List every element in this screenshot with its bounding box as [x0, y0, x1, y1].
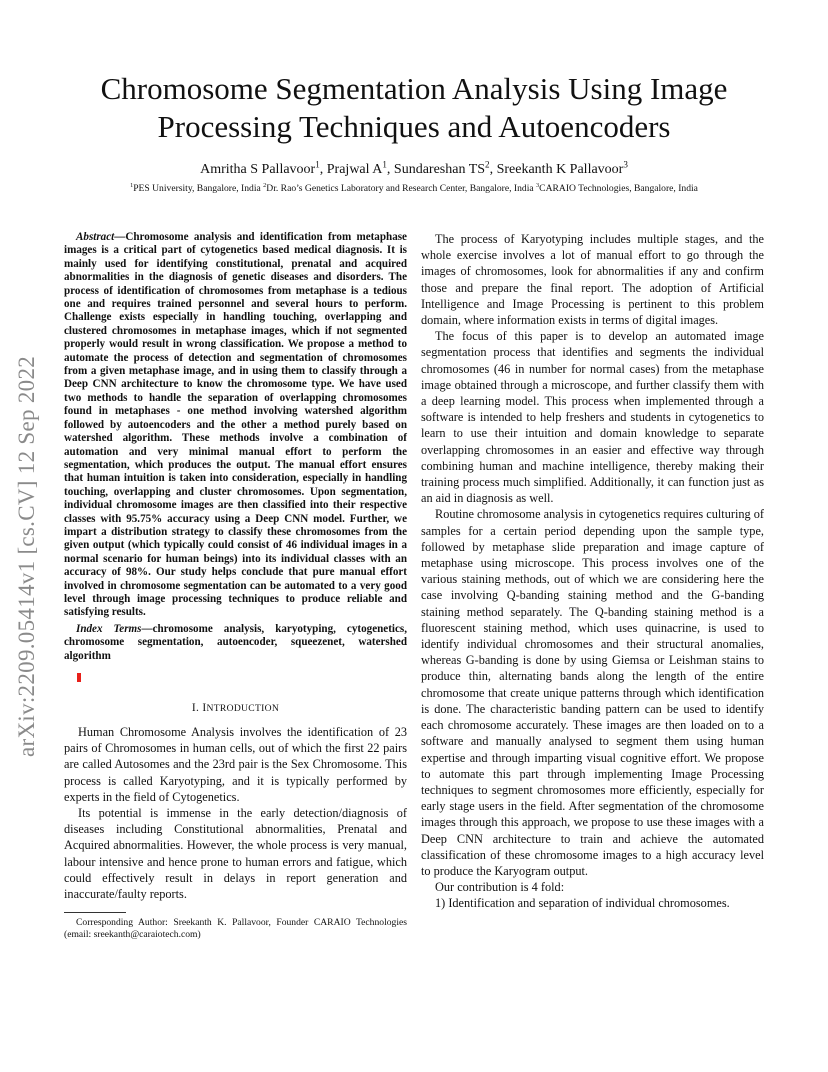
title-line-1: Chromosome Segmentation Analysis Using Image [100, 71, 728, 106]
body-paragraph: Our contribution is 4 fold: [435, 880, 565, 895]
left-column [64, 231, 407, 941]
abstract-dash: — [114, 231, 126, 243]
index-terms-dash: — [141, 622, 153, 635]
affiliation-text: PES University, Bangalore, India [133, 183, 261, 194]
right-column [421, 231, 764, 912]
affiliations [40, 183, 788, 194]
affil-mark: 1 [130, 181, 134, 189]
body-paragraph: Routine chromosome analysis in cytogenetics requires culturing of samples for a certain period depending upon the sample type, followed by metaphase slide preparation and image capture of metaphase using microscope. This process involves one of the various staining methods, out of which we are considering here the case involving Q-banding staining method and the G-banding staining method separately. The Q-banding staining method is a fluorescent staining method, which uses quinacrine, is used to identify individual chromosomes and their structural anomalies, whereas G-banding is done by using Giemsa or Leishman stains to produce thin, alternating bands along the length of the entire chromosome that create unique patterns through which identification is done. The characteristic banding pattern can be used to identify each chromosome accurately. These images are then loaded on to a software and manually analysed to segment them using human expertise and through imparting visual cognitive effort. We propose to automate this part through implementing Image Processing techniques to segment chromosomes more efficiently, especially for early stage users in the field. After segmentation of the chromosome images through this approach, we propose to use these images with a Deep CNN architecture to train and achieve the automated classification of these chromosome images to a high accuracy level to produce the Karyogram output. [421, 507, 764, 878]
section-title-initial: I [202, 702, 207, 714]
author-affil-mark: 1 [382, 159, 387, 170]
author-list: Amritha S Pallavoor$^1$, Prajwal $A^1$, Sundareshan $TS^2$, Sreekanth K Pallavoor$^3$ [200, 159, 628, 177]
section-heading-introduction [64, 702, 407, 714]
body-paragraph: The process of Karyotyping includes multiple stages, and the whole exercise involves a lot of manual effort to go through the images of chromosomes, look for abnormalities if any and confirm those and prepare the final report. The adoption of Artificial Intelligence and Image Processing is pertinent to this problem domain, where information exists in terms of digital images. [421, 232, 764, 328]
affiliation-text: Dr. Rao’s Genetics Laboratory and Research Center, Bangalore, India [266, 183, 534, 194]
index-terms [64, 623, 407, 663]
body-paragraph: Its potential is immense in the early detection/diagnosis of diseases including Constitutional abnormalities, Prenatal and Acquired abnormalities. However, the whole process is very manual, labour intensive and hence prone to human errors and fatigue, which could effectively result in delays in report generation and inaccurate/faulty reports. [64, 806, 407, 902]
red-marker [77, 673, 81, 682]
affiliation-text: CARAIO Technologies, Bangalore, India [539, 183, 698, 194]
body-paragraph: Human Chromosome Analysis involves the identification of 23 pairs of Chromosomes in human cells, out of which the first 22 pairs are called Autosomes and the 23rd pair is the Sex Chromosome. This process is called Karyotyping, and it is typically performed by experts in the field of Cytogenetics. [64, 725, 407, 804]
abstract [64, 231, 407, 620]
affil-mark: 2 [263, 181, 267, 189]
author-name: Amritha S Pallavoor [200, 162, 316, 177]
abstract-text: Chromosome analysis and identification from metaphase images is a critical part of cytogenetics based medical diagnosis. It is mainly used for identifying constitutional, prenatal and acquired abnormalities in the diagnosis of genetic diseases and disorders. The process of identification of chromosomes from metaphase is a tedious one and requires trained personnel and several hours to perform. Challenge exists especially in handling touching, overlapping and clustered chromosomes in metaphase images, which if not segmented properly would result in wrong classification. We propose a method to automate the process of detection and segmentation of chromosomes from a given metaphase image, and in using them to classify through a Deep CNN architecture to know the chromosome type. We have used two methods to handle the separation of overlapping chromosomes found in metaphases - one method involving watershed algorithm followed by autoencoders and the other a method purely based on watershed algorithm. These methods involve a combination of automation and very minimal manual effort to perform the segmentation, which produces the output. The manual effort ensures that human intuition is taken into consideration, especially in handling touching, overlapping and cluster chromosomes. Upon segmentation, individual chromosome images are then classified into their respective classes with 95.75% accuracy using a Deep CNN model. Further, we impart a distribution strategy to classify these chromosomes from the given output (which typically could consist of 46 individual images in a normal scenario for human beings) into its individual classes with an accuracy of 98%. Our study helps conclude that pure manual effort involved in chromosome segmentation can be automated to a very good level through image processing techniques to produce reliable and satisfying results. [64, 231, 407, 619]
footnote-rule [64, 912, 126, 913]
author-affil-mark: 3 [623, 159, 628, 170]
body-paragraph: The focus of this paper is to develop an automated image segmentation process that identifies and segments the individual chromosomes (46 in number for normal cases) from the metaphase image obtained through a microscope, and further classify them with a deep learning model. This process when implemented through a software is intended to help freshers and students in cytogenetics to learn to use their intuition and domain knowledge to separate overlapping chromosomes in an easier and effective way through combining human and machine intelligence, thereby making their training process much simplified. Additionally, it can function just as an aid in diagnosis as well. [421, 329, 764, 506]
section-title-rest: NTRODUCTION [206, 703, 280, 714]
contribution-list-item: 1) Identification and separation of individual chromosomes. [435, 896, 730, 911]
author-name: Sundareshan TS [393, 162, 486, 177]
index-terms-text: chromosome analysis, karyotyping, cytogenetics, chromosome segmentation, autoencoder, squeezenet, watershed algorithm [64, 622, 407, 662]
section-numeral: I. [191, 702, 200, 714]
abstract-label: Abstract [76, 231, 115, 243]
arxiv-identifier-stamp[interactable]: arXiv:2209.05414v1 [cs.CV] 12 Sep 2022 [14, 355, 39, 757]
author-name: Sreekanth K Pallavoor [496, 162, 624, 177]
title-line-2: Processing Techniques and Autoencoders [157, 109, 671, 144]
index-terms-label: Index Terms [76, 622, 142, 635]
author-name: Prajwal A [326, 162, 383, 177]
corresponding-author-footnote: Corresponding Author: Sreekanth K. Pallavoor, Founder CARAIO Technologies (email: sreekanth@caraiotech.com) [64, 917, 407, 941]
paper-title [60, 70, 768, 146]
author-affil-mark: 1 [315, 159, 320, 170]
affil-mark: 3 [536, 181, 540, 189]
author-affil-mark: 2 [485, 159, 490, 170]
